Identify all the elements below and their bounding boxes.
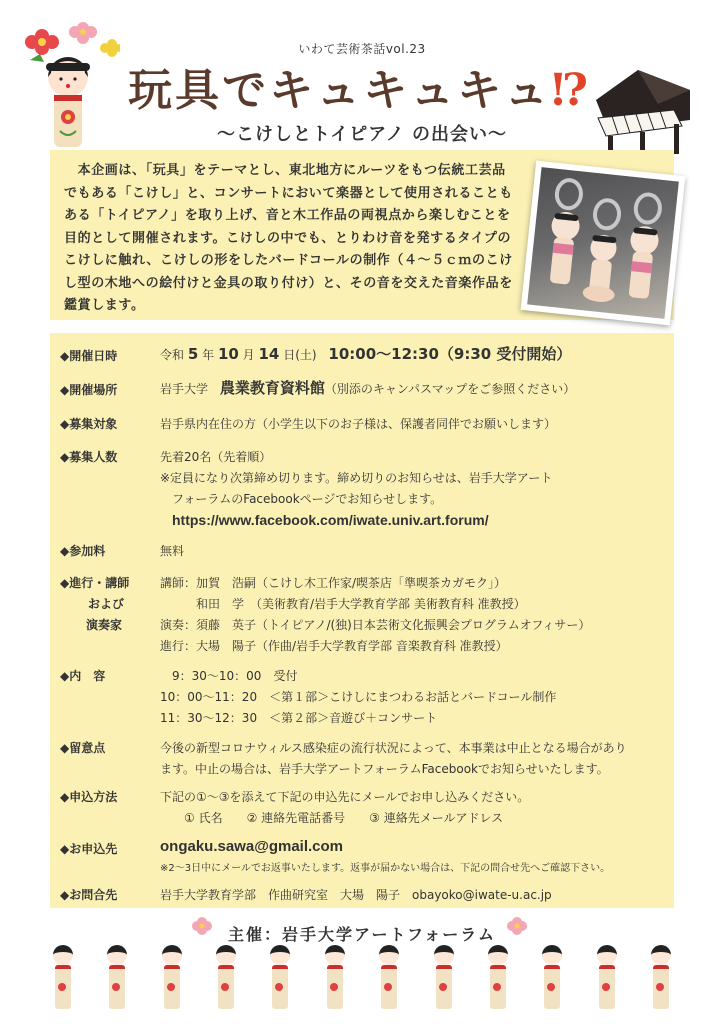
kokeshi-doll-icon <box>104 945 130 1011</box>
page-title <box>110 54 610 118</box>
facebook-link[interactable]: https://www.facebook.com/iwate.univ.art.forum/ <box>172 512 489 528</box>
intro-text: 本企画は、「玩具」をテーマとし、東北地方にルーツをもつ伝統工芸品でもある「こけし」と、コンサートにおいて楽器として使用されることもある「トイピアノ」を取り上げ、音と木工作品の両視点から楽しむことを目的として開催されます。こけしの中でも、とりわけ音を発するタイプのこけしに触れ、こけしの形をしたバードコールの制作（４～５ｃｍのこけし型の木地への絵付けと金具の取り付け）と、その音を交えた音楽作品を鑑賞します。 <box>64 163 513 313</box>
staff-line2: 和田 学 （美術教育/岩手大学教育学部 美術教育科 准教授） <box>160 597 526 611</box>
kokeshi-photo <box>521 161 686 326</box>
kokeshi-doll-icon <box>159 945 185 1011</box>
fee-value: 無料 <box>160 544 185 558</box>
notice-line2: ます。中止の場合は、岩手大学アートフォーラムFacebookでお知らせいたします。 <box>160 762 609 776</box>
date-label: ◆開催日時 <box>60 349 118 363</box>
kokeshi-doll-icon <box>376 945 402 1011</box>
destination-label: ◆お申込先 <box>60 842 118 856</box>
staff-label-performer: 演奏家 <box>86 618 123 632</box>
date-value <box>160 344 571 365</box>
series-label: いわて芸術茶話vol.23 <box>298 42 426 56</box>
date-era: 令和 <box>160 348 185 362</box>
contact-value: 岩手大学教育学部 作曲研究室 大場 陽子 obayoko@iwate-u.ac.jp <box>160 888 552 902</box>
content-label: ◆内 容 <box>60 669 106 683</box>
date-month-unit: 月 <box>242 348 255 362</box>
venue-value <box>160 378 575 399</box>
staff-line4: 進行：大場 陽子（作曲/岩手大学教育学部 音楽教育科 准教授） <box>160 639 508 653</box>
target-label: ◆募集対象 <box>60 417 118 431</box>
title-mark: ⁉ <box>551 65 592 116</box>
notice-line1: 今後の新型コロナウィルス感染症の流行状況によって、本事業は中止となる場合があり <box>160 741 627 755</box>
kokeshi-doll-icon <box>648 945 674 1011</box>
content-line1: 9：30〜10：00 受付 <box>160 669 298 683</box>
capacity-line1: 先着20名（先着順） <box>160 450 272 464</box>
date-year-unit: 年 <box>202 348 215 362</box>
apply-label: ◆申込方法 <box>60 790 118 804</box>
content-line3: 11：30〜12：30 ＜第２部＞音遊び＋コンサート <box>160 711 438 725</box>
organizer: 主催：岩手大学アートフォーラム <box>227 925 497 944</box>
venue-note: （別添のキャンパスマップをご参照ください） <box>324 382 576 396</box>
contact-label: ◆お問合先 <box>60 888 118 902</box>
capacity-line2: ※定員になり次第締め切ります。締め切りのお知らせは、岩手大学アート <box>160 471 553 485</box>
capacity-label: ◆募集人数 <box>60 450 118 464</box>
kokeshi-photo-image <box>527 167 679 319</box>
staff-label: ◆進行・講師 <box>60 576 130 590</box>
target-value: 岩手県内在住の方（小学生以下のお子様は、保護者同伴でお願いします） <box>160 417 557 431</box>
content-line2: 10：00〜11：20 ＜第１部＞こけしにまつわるお話とバードコール制作 <box>160 690 557 704</box>
notice-label: ◆留意点 <box>60 741 106 755</box>
kokeshi-doll-icon <box>485 945 511 1011</box>
venue-prefix: 岩手大学 <box>160 382 209 396</box>
kokeshi-doll-icon <box>213 945 239 1011</box>
date-year: 5 <box>187 345 199 363</box>
kokeshi-row <box>50 945 674 1015</box>
destination-email[interactable]: ongaku.sawa@gmail.com <box>160 838 344 855</box>
apply-line1: 下記の①〜③を添えて下記の申込先にメールでお申し込みください。 <box>160 790 530 804</box>
date-month: 10 <box>217 345 239 363</box>
date-day: 14 <box>258 345 280 363</box>
staff-line1: 講師：加賀 浩嗣（こけし木工作家/喫茶店「準喫茶カガモク」） <box>160 576 507 590</box>
apply-line2: ① 氏名 ② 連絡先電話番号 ③ 連絡先メールアドレス <box>172 811 504 825</box>
venue-place: 農業教育資料館 <box>219 379 325 397</box>
destination-note: ※2〜3日中にメールでお返事いたします。返事が届かない場合は、下記の問合せ先へご確認下さい。 <box>160 863 611 874</box>
kokeshi-doll-icon <box>267 945 293 1011</box>
kokeshi-doll-icon <box>539 945 565 1011</box>
page-subtitle: 〜こけしとトイピアノ の出会い〜 <box>217 124 507 145</box>
fee-label: ◆参加料 <box>60 544 106 558</box>
date-time: 10:00〜12:30（9:30 受付開始） <box>328 345 572 363</box>
kokeshi-doll-icon <box>431 945 457 1011</box>
kokeshi-doll-icon <box>322 945 348 1011</box>
title-text: 玩具でキュキュキュ <box>128 65 552 116</box>
staff-line3: 演奏：須藤 英子（トイピアノ/(独)日本芸術文化振興会プログラムオフィサー） <box>160 618 591 632</box>
capacity-line3: フォーラムのFacebookページでお知らせします。 <box>172 492 443 506</box>
kokeshi-doll-icon <box>594 945 620 1011</box>
kokeshi-doll-icon <box>50 945 76 1011</box>
flower-icon <box>505 916 529 938</box>
date-day-unit: 日(土) <box>283 348 317 362</box>
venue-label: ◆開催場所 <box>60 383 118 397</box>
staff-label-and: および <box>88 597 125 611</box>
